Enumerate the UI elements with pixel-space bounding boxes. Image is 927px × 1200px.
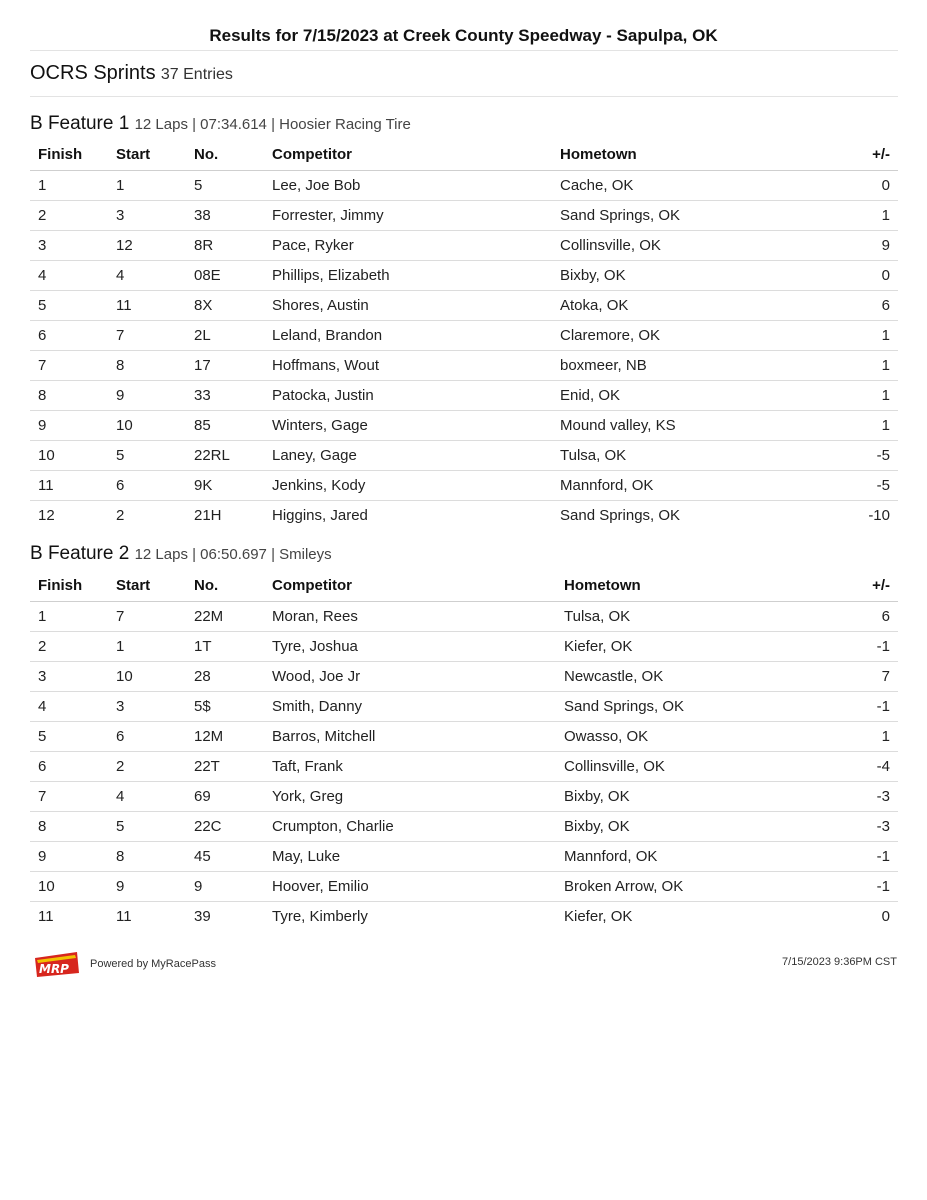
cell-finish: 6 (30, 752, 108, 782)
cell-hometown: Sand Springs, OK (560, 507, 681, 524)
cell-competitor: Patocka, Justin (264, 381, 552, 411)
cell-start: 8 (108, 351, 186, 381)
cell-start: 10 (108, 662, 186, 692)
table-header-row (30, 138, 898, 171)
cell-car-number: 85 (186, 411, 264, 441)
cell-hometown: Bixby, OK (552, 261, 822, 291)
cell-finish: 10 (30, 441, 108, 471)
cell-competitor: Winters, Gage (264, 411, 552, 441)
cell-car-number: 45 (186, 842, 264, 872)
cell-finish: 4 (30, 261, 108, 291)
cell-start: 9 (108, 381, 186, 411)
cell-position-change: 0 (881, 908, 890, 925)
cell-start: 3 (108, 692, 186, 722)
table-row (30, 441, 898, 471)
table-row (30, 722, 898, 752)
cell-finish: 2 (30, 632, 108, 662)
cell-competitor: Higgins, Jared (272, 507, 368, 524)
cell-finish: 8 (30, 381, 108, 411)
table-row (30, 171, 898, 201)
feature-2-meta: 12 Laps | 06:50.697 | Smileys (134, 546, 332, 563)
cell-position-change: 1 (822, 411, 898, 441)
col-hometown: Hometown (552, 138, 822, 171)
table-row (30, 842, 898, 872)
cell-start: 5 (108, 441, 186, 471)
cell-competitor: Shores, Austin (264, 291, 552, 321)
myracepass-logo-icon[interactable] (33, 951, 81, 978)
cell-hometown: Collinsville, OK (552, 752, 822, 782)
col-change: +/- (822, 138, 898, 171)
cell-position-change: 0 (822, 171, 898, 201)
cell-finish: 1 (30, 602, 108, 632)
cell-start: 7 (108, 602, 186, 632)
table-row (30, 812, 898, 842)
cell-hometown: Cache, OK (552, 171, 822, 201)
cell-position-change: -1 (822, 632, 898, 662)
cell-car-number: 9 (186, 872, 264, 902)
table-row (30, 752, 898, 782)
cell-start: 5 (108, 812, 186, 842)
cell-finish: 2 (30, 201, 108, 231)
cell-hometown: Sand Springs, OK (552, 201, 822, 231)
cell-competitor: Tyre, Kimberly (272, 908, 368, 925)
feature-1-title: B Feature 1 (30, 113, 130, 134)
cell-car-number: 8R (186, 231, 264, 261)
cell-position-change: 1 (822, 201, 898, 231)
cell-finish: 9 (30, 411, 108, 441)
cell-finish: 10 (30, 872, 108, 902)
cell-finish: 7 (30, 351, 108, 381)
table-row (30, 902, 898, 932)
cell-competitor: Pace, Ryker (264, 231, 552, 261)
table-row (30, 872, 898, 902)
table-row (30, 662, 898, 692)
series-header (30, 62, 233, 85)
table-row (30, 692, 898, 722)
cell-start: 10 (108, 411, 186, 441)
cell-competitor: Barros, Mitchell (264, 722, 552, 752)
col-competitor: Competitor (264, 138, 552, 171)
cell-car-number: 5$ (186, 692, 264, 722)
cell-car-number: 22M (186, 602, 264, 632)
cell-start: 8 (108, 842, 186, 872)
cell-car-number: 5 (186, 171, 264, 201)
feature-2-table (30, 569, 898, 931)
col-start: Start (108, 138, 186, 171)
cell-position-change: 1 (822, 351, 898, 381)
cell-hometown: boxmeer, NB (552, 351, 822, 381)
cell-car-number: 22RL (186, 441, 264, 471)
cell-start: 2 (116, 507, 125, 524)
cell-hometown: Bixby, OK (552, 782, 822, 812)
cell-finish: 9 (30, 842, 108, 872)
cell-start: 1 (108, 632, 186, 662)
cell-position-change: 7 (822, 662, 898, 692)
cell-competitor: Jenkins, Kody (264, 471, 552, 501)
cell-car-number: 12M (186, 722, 264, 752)
col-change: +/- (822, 569, 898, 602)
table-row (30, 321, 898, 351)
table-row (30, 471, 898, 501)
cell-competitor: Laney, Gage (264, 441, 552, 471)
cell-start: 4 (108, 782, 186, 812)
cell-hometown: Kiefer, OK (564, 908, 633, 925)
cell-position-change: -3 (822, 782, 898, 812)
cell-competitor: Taft, Frank (264, 752, 552, 782)
table-row (30, 351, 898, 381)
cell-position-change: -5 (822, 471, 898, 501)
feature-2-rows (30, 602, 898, 932)
cell-car-number: 38 (186, 201, 264, 231)
cell-position-change: -1 (822, 692, 898, 722)
cell-hometown: Mound valley, KS (552, 411, 822, 441)
col-start: Start (108, 569, 186, 602)
cell-finish: 12 (38, 507, 55, 524)
cell-car-number: 33 (186, 381, 264, 411)
cell-car-number: 22C (186, 812, 264, 842)
cell-competitor: Moran, Rees (264, 602, 552, 632)
table-row (30, 602, 898, 632)
table-row (30, 501, 898, 531)
cell-position-change: 0 (822, 261, 898, 291)
cell-position-change: 6 (822, 602, 898, 632)
cell-start: 3 (108, 201, 186, 231)
cell-start: 11 (116, 908, 132, 925)
cell-competitor: Hoffmans, Wout (264, 351, 552, 381)
cell-hometown: Collinsville, OK (552, 231, 822, 261)
cell-start: 2 (108, 752, 186, 782)
feature-2-header (30, 543, 332, 565)
cell-hometown: Tulsa, OK (552, 602, 822, 632)
cell-finish: 7 (30, 782, 108, 812)
cell-position-change: 1 (822, 722, 898, 752)
table-header-row (30, 569, 898, 602)
feature-1-meta: 12 Laps | 07:34.614 | Hoosier Racing Tire (134, 116, 411, 133)
cell-start: 9 (108, 872, 186, 902)
cell-hometown: Mannford, OK (552, 471, 822, 501)
cell-start: 6 (108, 471, 186, 501)
cell-hometown: Owasso, OK (552, 722, 822, 752)
powered-by-link[interactable]: Powered by MyRacePass (90, 958, 216, 970)
cell-hometown: Kiefer, OK (552, 632, 822, 662)
feature-1-table (30, 138, 898, 530)
cell-position-change: -1 (822, 872, 898, 902)
cell-start: 11 (108, 291, 186, 321)
cell-competitor: Forrester, Jimmy (264, 201, 552, 231)
cell-competitor: York, Greg (264, 782, 552, 812)
cell-car-number: 22T (186, 752, 264, 782)
col-hometown: Hometown (552, 569, 822, 602)
table-row (30, 632, 898, 662)
series-name: OCRS Sprints (30, 62, 156, 84)
cell-car-number: 08E (186, 261, 264, 291)
cell-competitor: Wood, Joe Jr (264, 662, 552, 692)
cell-competitor: Crumpton, Charlie (264, 812, 552, 842)
cell-finish: 5 (30, 722, 108, 752)
cell-car-number: 8X (186, 291, 264, 321)
cell-hometown: Sand Springs, OK (552, 692, 822, 722)
logo-text: MRP (39, 962, 69, 976)
cell-finish: 3 (30, 662, 108, 692)
cell-finish: 5 (30, 291, 108, 321)
title-divider (30, 50, 898, 51)
cell-position-change: 1 (822, 381, 898, 411)
cell-car-number: 9K (186, 471, 264, 501)
table-row (30, 291, 898, 321)
series-entries: 37 Entries (160, 66, 233, 83)
cell-position-change: 9 (822, 231, 898, 261)
cell-finish: 4 (30, 692, 108, 722)
cell-competitor: Hoover, Emilio (264, 872, 552, 902)
col-competitor: Competitor (264, 569, 552, 602)
cell-car-number: 17 (186, 351, 264, 381)
cell-car-number: 1T (186, 632, 264, 662)
table-row (30, 201, 898, 231)
cell-hometown: Claremore, OK (552, 321, 822, 351)
cell-position-change: 1 (822, 321, 898, 351)
col-no: No. (186, 569, 264, 602)
cell-hometown: Tulsa, OK (552, 441, 822, 471)
cell-finish: 11 (38, 908, 54, 925)
series-divider (30, 96, 898, 97)
page-title: Results for 7/15/2023 at Creek County Speedway - Sapulpa, OK (209, 26, 718, 45)
cell-finish: 8 (30, 812, 108, 842)
cell-hometown: Atoka, OK (552, 291, 822, 321)
table-row (30, 782, 898, 812)
cell-competitor: Tyre, Joshua (264, 632, 552, 662)
table-row (30, 231, 898, 261)
cell-competitor: Leland, Brandon (264, 321, 552, 351)
cell-position-change: -1 (822, 842, 898, 872)
cell-finish: 3 (30, 231, 108, 261)
cell-position-change: -10 (868, 507, 890, 524)
cell-hometown: Bixby, OK (552, 812, 822, 842)
table-row (30, 411, 898, 441)
table-row (30, 261, 898, 291)
cell-hometown: Newcastle, OK (552, 662, 822, 692)
cell-hometown: Broken Arrow, OK (552, 872, 822, 902)
col-finish: Finish (30, 569, 108, 602)
cell-competitor: Lee, Joe Bob (264, 171, 552, 201)
feature-1-rows (30, 171, 898, 531)
col-finish: Finish (30, 138, 108, 171)
cell-car-number: 39 (194, 908, 211, 925)
cell-start: 1 (108, 171, 186, 201)
cell-competitor: Smith, Danny (264, 692, 552, 722)
cell-finish: 1 (30, 171, 108, 201)
cell-start: 7 (108, 321, 186, 351)
cell-position-change: -3 (822, 812, 898, 842)
generated-timestamp: 7/15/2023 9:36PM CST (782, 956, 897, 968)
cell-start: 12 (108, 231, 186, 261)
cell-car-number: 69 (186, 782, 264, 812)
cell-competitor: Phillips, Elizabeth (264, 261, 552, 291)
col-no: No. (186, 138, 264, 171)
cell-finish: 6 (30, 321, 108, 351)
cell-car-number: 21H (194, 507, 222, 524)
cell-start: 4 (108, 261, 186, 291)
cell-position-change: 6 (822, 291, 898, 321)
cell-start: 6 (108, 722, 186, 752)
cell-position-change: -5 (822, 441, 898, 471)
cell-finish: 11 (30, 471, 108, 501)
cell-position-change: -4 (822, 752, 898, 782)
table-row (30, 381, 898, 411)
feature-2-title: B Feature 2 (30, 543, 130, 564)
feature-1-header (30, 113, 411, 135)
cell-car-number: 2L (186, 321, 264, 351)
cell-hometown: Enid, OK (552, 381, 822, 411)
cell-competitor: May, Luke (264, 842, 552, 872)
cell-hometown: Mannford, OK (552, 842, 822, 872)
cell-car-number: 28 (186, 662, 264, 692)
